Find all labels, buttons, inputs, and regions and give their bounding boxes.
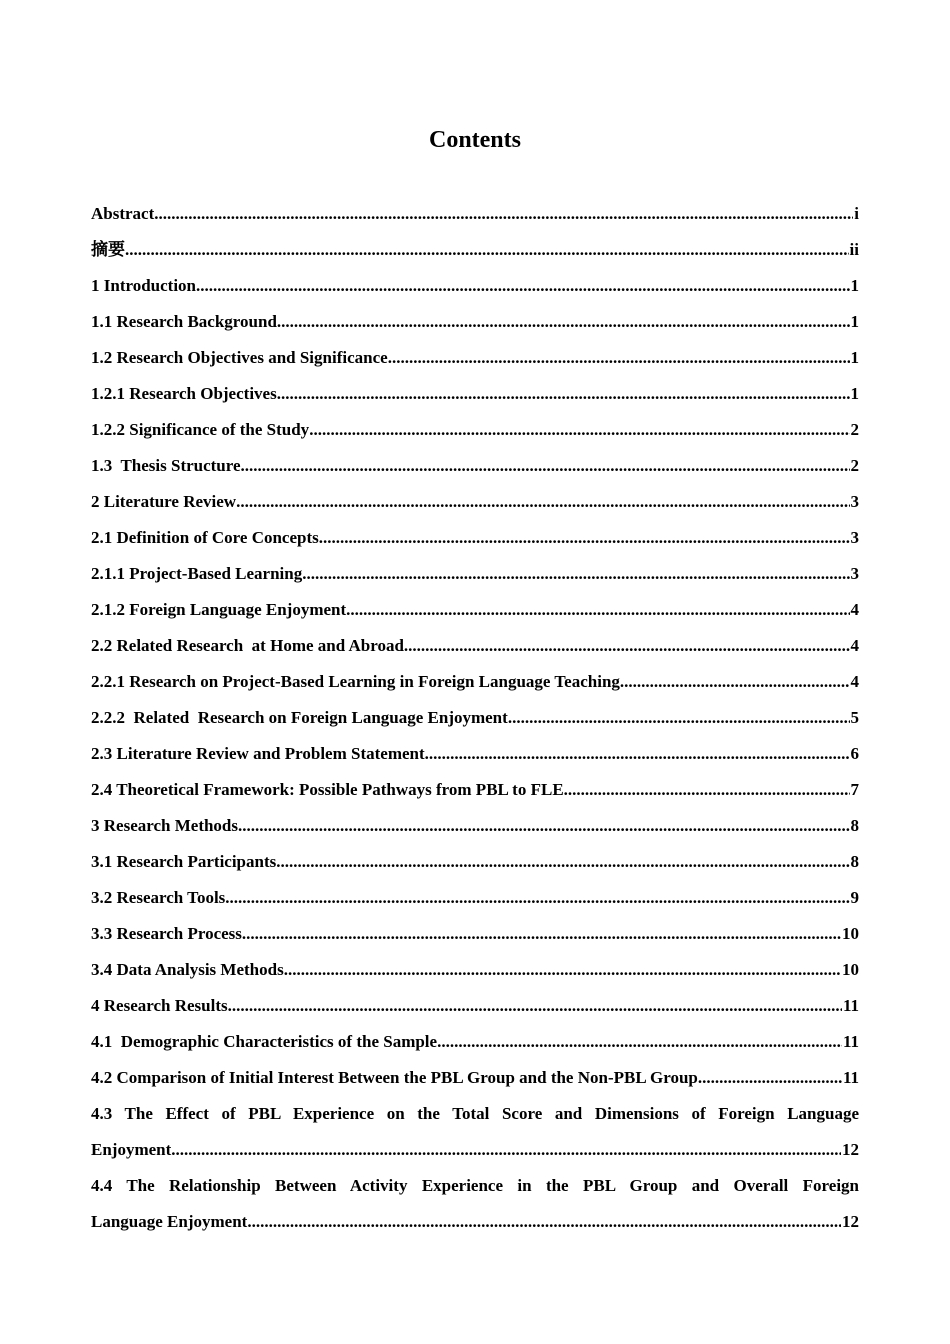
dot-leader bbox=[228, 988, 842, 1024]
toc-entry-title: 2.2 Related Research at Home and Abroad bbox=[91, 636, 404, 655]
dot-leader bbox=[236, 484, 849, 520]
dot-leader bbox=[698, 1060, 842, 1096]
toc-entry-page: 1 bbox=[850, 276, 859, 295]
toc-entry-page: 10 bbox=[842, 960, 859, 979]
toc-entry-page: 11 bbox=[842, 1032, 859, 1051]
dot-leader bbox=[242, 916, 841, 952]
dot-leader bbox=[302, 556, 849, 592]
dot-leader bbox=[319, 520, 850, 556]
toc-entry-title: 1.2.1 Research Objectives bbox=[91, 384, 277, 403]
dot-leader bbox=[125, 232, 849, 268]
toc-entry-1-1[interactable] bbox=[91, 304, 859, 340]
toc-entry-title-line2: Enjoyment bbox=[91, 1140, 172, 1159]
toc-entry-page: 4 bbox=[850, 600, 859, 619]
dot-leader bbox=[564, 772, 850, 808]
toc-entry-4[interactable] bbox=[91, 988, 859, 1024]
toc-entry-page: i bbox=[854, 204, 859, 223]
toc-entry-title: 3.3 Research Process bbox=[91, 924, 242, 943]
toc-entry-page: 12 bbox=[842, 1140, 859, 1159]
toc-entry-title: 2.3 Literature Review and Problem Statement bbox=[91, 744, 425, 763]
toc-entry-page: 6 bbox=[850, 744, 859, 763]
toc-entry-title: 1.1 Research Background bbox=[91, 312, 277, 331]
toc-entry-4-4[interactable] bbox=[91, 1168, 859, 1240]
toc-entry-2-1[interactable] bbox=[91, 520, 859, 556]
toc-entry-title: 1.3 Thesis Structure bbox=[91, 456, 241, 475]
dot-leader bbox=[241, 448, 850, 484]
toc-entry-4-3[interactable] bbox=[91, 1096, 859, 1168]
toc-entry-page: 1 bbox=[850, 348, 859, 367]
toc-entry-title: 3.2 Research Tools bbox=[91, 888, 226, 907]
toc-entry-2-2-1[interactable] bbox=[91, 664, 859, 700]
toc-entry-2-2-2[interactable] bbox=[91, 700, 859, 736]
toc-entry-page: 2 bbox=[850, 456, 859, 475]
dot-leader bbox=[508, 700, 850, 736]
toc-entry-page: 9 bbox=[850, 888, 859, 907]
toc-entry-title: 2.1 Definition of Core Concepts bbox=[91, 528, 319, 547]
toc-entry-3-4[interactable] bbox=[91, 952, 859, 988]
toc-entry-1[interactable] bbox=[91, 268, 859, 304]
toc-entry-3[interactable] bbox=[91, 808, 859, 844]
toc-entry-1-2-2[interactable] bbox=[91, 412, 859, 448]
toc-entry-title: 3 Research Methods bbox=[91, 816, 238, 835]
dot-leader bbox=[284, 952, 841, 988]
toc-entry-page: 12 bbox=[842, 1212, 859, 1231]
toc-entry-4-2[interactable] bbox=[91, 1060, 859, 1096]
dot-leader bbox=[196, 268, 849, 304]
toc-entry-1-3[interactable] bbox=[91, 448, 859, 484]
toc-entry-1-2-1[interactable] bbox=[91, 376, 859, 412]
dot-leader bbox=[620, 664, 850, 700]
dot-leader bbox=[388, 340, 850, 376]
toc-entry-chinese-abstract[interactable] bbox=[91, 232, 859, 268]
toc-entry-title-line2: Language Enjoyment bbox=[91, 1212, 248, 1231]
toc-entry-page: 7 bbox=[850, 780, 859, 799]
toc-entry-3-3[interactable] bbox=[91, 916, 859, 952]
toc-entry-page: 1 bbox=[850, 384, 859, 403]
toc-entry-page: 8 bbox=[850, 852, 859, 871]
toc-entry-page: ii bbox=[849, 240, 859, 259]
dot-leader bbox=[404, 628, 850, 664]
toc-entry-title: 3.4 Data Analysis Methods bbox=[91, 960, 284, 979]
toc-entry-2-2[interactable] bbox=[91, 628, 859, 664]
toc-entry-abstract[interactable] bbox=[91, 196, 859, 232]
toc-entry-2-4[interactable] bbox=[91, 772, 859, 808]
toc-entry-page: 4 bbox=[850, 672, 859, 691]
toc-entry-title: 1 Introduction bbox=[91, 276, 197, 295]
dot-leader bbox=[247, 1204, 841, 1240]
toc-entry-title: 2.1.2 Foreign Language Enjoyment bbox=[91, 600, 347, 619]
toc-entry-title: 4 Research Results bbox=[91, 996, 228, 1015]
toc-entry-page: 5 bbox=[850, 708, 859, 727]
toc-entry-title: 2.4 Theoretical Framework: Possible Pathways from PBL to FLE bbox=[91, 780, 564, 799]
dot-leader bbox=[277, 304, 850, 340]
toc-entry-title: 1.2 Research Objectives and Significance bbox=[91, 348, 388, 367]
dot-leader bbox=[346, 592, 849, 628]
page-title: Contents bbox=[428, 127, 521, 153]
toc-entry-page: 11 bbox=[842, 996, 859, 1015]
toc-entry-2-1-2[interactable] bbox=[91, 592, 859, 628]
toc-entry-2[interactable] bbox=[91, 484, 859, 520]
toc-entry-page: 10 bbox=[842, 924, 859, 943]
toc-entry-2-3[interactable] bbox=[91, 736, 859, 772]
toc-entry-page: 1 bbox=[850, 312, 859, 331]
toc-entry-title: 1.2.2 Significance of the Study bbox=[91, 420, 310, 439]
toc-entry-3-1[interactable] bbox=[91, 844, 859, 880]
toc-entry-page: 11 bbox=[842, 1068, 859, 1087]
toc-entry-title-line1: 4.4 The Relationship Between Activity Experience in the PBL Group and Overall Foreign bbox=[91, 1176, 859, 1195]
dot-leader bbox=[425, 736, 850, 772]
toc-entry-title: Abstract bbox=[91, 204, 155, 223]
toc-entry-page: 4 bbox=[850, 636, 859, 655]
toc-entry-page: 3 bbox=[850, 528, 859, 547]
toc-entry-title: 4.2 Comparison of Initial Interest Between the PBL Group and the Non-PBL Group bbox=[91, 1068, 698, 1087]
toc-entry-page: 8 bbox=[850, 816, 859, 835]
toc-entry-title: 2.2.2 Related Research on Foreign Language Enjoyment bbox=[91, 708, 508, 727]
toc-entry-page: 3 bbox=[850, 564, 859, 583]
toc-entry-2-1-1[interactable] bbox=[91, 556, 859, 592]
dot-leader bbox=[309, 412, 849, 448]
toc-entry-title-line1: 4.3 The Effect of PBL Experience on the Total Score and Dimensions of Foreign Language bbox=[91, 1104, 859, 1123]
dot-leader bbox=[277, 376, 850, 412]
toc-entry-title: 4.1 Demographic Characteristics of the Sample bbox=[91, 1032, 438, 1051]
dot-leader bbox=[154, 196, 853, 232]
toc-entry-page: 2 bbox=[850, 420, 859, 439]
dot-leader bbox=[171, 1132, 841, 1168]
toc-entry-4-1[interactable] bbox=[91, 1024, 859, 1060]
dot-leader bbox=[238, 808, 850, 844]
toc-entry-page: 3 bbox=[850, 492, 859, 511]
toc-entry-1-2[interactable] bbox=[91, 340, 859, 376]
toc-entry-title: 2 Literature Review bbox=[91, 492, 237, 511]
toc-entry-3-2[interactable] bbox=[91, 880, 859, 916]
dot-leader bbox=[437, 1024, 842, 1060]
toc-entry-title: 3.1 Research Participants bbox=[91, 852, 277, 871]
dot-leader bbox=[276, 844, 849, 880]
table-of-contents bbox=[91, 196, 859, 1240]
toc-entry-title: 2.2.1 Research on Project-Based Learning in Foreign Language Teaching bbox=[91, 672, 620, 691]
dot-leader bbox=[225, 880, 849, 916]
toc-entry-title: 2.1.1 Project-Based Learning bbox=[91, 564, 303, 583]
toc-entry-title: 摘要 bbox=[91, 240, 125, 259]
